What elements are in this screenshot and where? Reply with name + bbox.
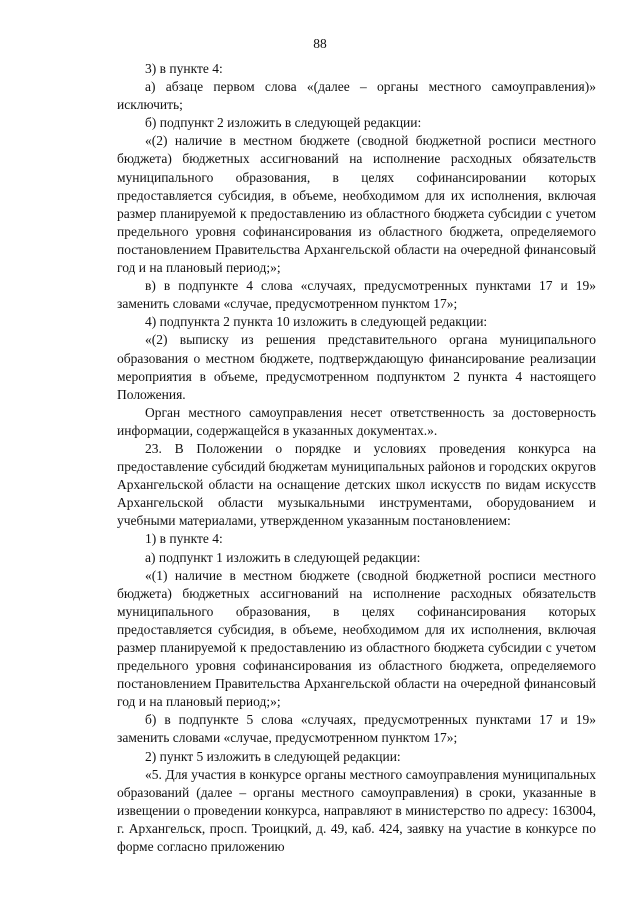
paragraph: «(2) наличие в местном бюджете (сводной бюджетной росписи местного бюджета) бюджетных ассигнований на исполнение расходных обязательств муниципального образования, в целях софинансировании которых предоставляется субсидия, в объеме, необходимом для их исполнения, включая размер планируемой к предоставлению из областного бюджета субсидии с учетом предельного уровня софинансирования из областного бюджета, определяемого постановлением Правительства Архангельской области на очередной финансовый год и на плановый период;»; <box>117 133 596 276</box>
paragraph: б) подпункт 2 изложить в следующей редакции: <box>145 115 422 131</box>
paragraph: а) подпункт 1 изложить в следующей редакции: <box>145 549 421 565</box>
paragraph: «(1) наличие в местном бюджете (сводной бюджетной росписи местного бюджета) бюджетных ассигнований на исполнение расходных обязательств муниципального образования, в целях софинансирования которых предоставляется субсидия, в объеме, необходимом для их исполнения, включая размер планируемой к предоставлению из областного бюджета субсидии с учетом предельного уровня софинансирования из областного бюджета, определяемого постановлением Правительства Архангельской области на очередной финансовый год и на плановый период;»; <box>117 567 596 710</box>
document-body <box>117 60 596 856</box>
paragraph: в) в подпункте 4 слова «случаях, предусмотренных пунктами 17 и 19» заменить словами «случае, предусмотренном пунктом 17»; <box>117 278 596 312</box>
page-number: 88 <box>313 36 327 51</box>
paragraph: Орган местного самоуправления несет ответственность за достоверность информации, содержащейся в указанных документах.». <box>117 404 596 438</box>
paragraph: 1) в пункте 4: <box>145 531 223 547</box>
paragraph: 2) пункт 5 изложить в следующей редакции: <box>145 748 401 764</box>
paragraph: «5. Для участия в конкурсе органы местного самоуправления муниципальных образований (далее – органы местного самоуправления) в сроки, указанные в извещении о проведении конкурса, направляют в министерство по адресу: 163004, г. Архангельск, просп. Троицкий, д. 49, каб. 424, заявку на участие в конкурсе по форме согласно приложению <box>117 766 596 855</box>
paragraph: а) абзаце первом слова «(далее – органы местного самоуправления)» исключить; <box>117 79 596 113</box>
paragraph: «(2) выписку из решения представительного органа муниципального образования о местном бюджете, подтверждающую финансирование реализации мероприятия в объеме, предусмотренном подпунктом 2 пункта 4 настоящего Положения. <box>117 332 596 402</box>
paragraph: 3) в пункте 4: <box>145 61 223 76</box>
paragraph: 4) подпункта 2 пункта 10 изложить в следующей редакции: <box>145 314 488 330</box>
paragraph: б) в подпункте 5 слова «случаях, предусмотренных пунктами 17 и 19» заменить словами «случае, предусмотренном пунктом 17»; <box>117 712 596 746</box>
paragraph: 23. В Положении о порядке и условиях проведения конкурса на предоставление субсидий бюджетам муниципальных районов и городских округов Архангельской области на оснащение детских школ искусств по видам искусств Архангельской области музыкальными инструментами, оборудованием и учебными материалами, утвержденном указанным постановлением: <box>117 440 596 529</box>
